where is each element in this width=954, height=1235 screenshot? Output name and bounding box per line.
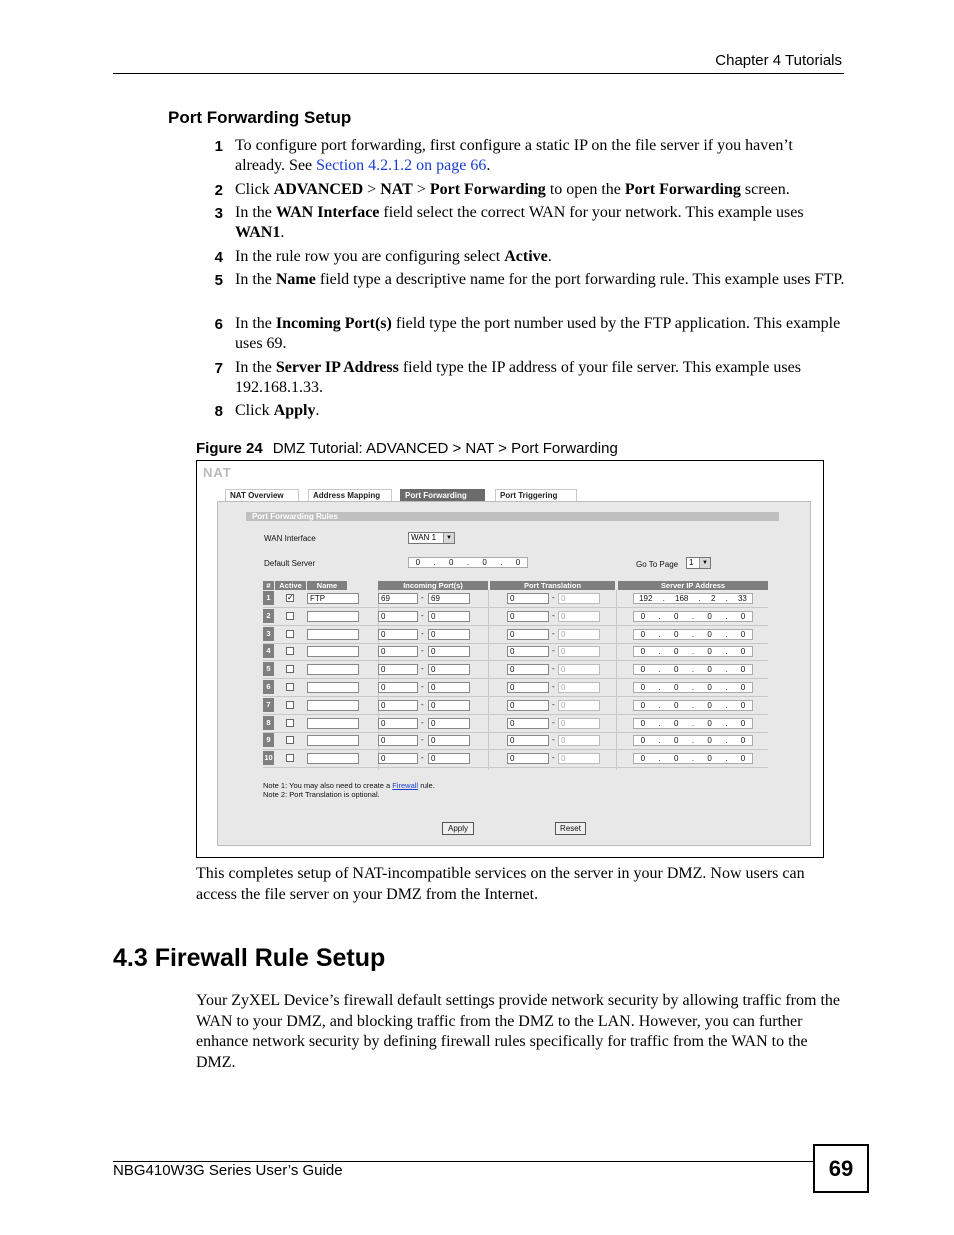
row-number: 5: [263, 662, 274, 676]
range-separator: -: [552, 646, 555, 656]
translation-port-end-input[interactable]: 0: [558, 753, 600, 764]
row-number: 6: [263, 680, 274, 694]
name-input[interactable]: [307, 646, 359, 657]
incoming-port-end-input[interactable]: 0: [428, 664, 470, 675]
range-separator: -: [552, 593, 555, 602]
incoming-port-start-input[interactable]: 69: [378, 593, 418, 604]
ip-octet: 0: [640, 629, 646, 639]
column-divider: [616, 590, 617, 770]
default-server-label: Default Server: [264, 559, 316, 568]
tab-port-forwarding[interactable]: Port Forwarding: [400, 489, 485, 501]
active-checkbox[interactable]: [286, 612, 294, 620]
range-separator: -: [421, 682, 424, 691]
name-input[interactable]: [307, 682, 359, 693]
range-separator: -: [421, 735, 424, 745]
incoming-port-end-input[interactable]: 0: [428, 629, 470, 640]
incoming-port-start-input[interactable]: 0: [378, 646, 418, 657]
note-1-text: Note 1: You may also need to create a: [263, 781, 393, 790]
ip-octet: 2: [710, 594, 716, 603]
name-input[interactable]: [307, 611, 359, 622]
ip-octet: 0: [674, 611, 679, 621]
translation-port-start-input[interactable]: 0: [507, 753, 549, 764]
incoming-port-end-input[interactable]: 0: [428, 718, 470, 729]
range-separator: -: [421, 753, 424, 763]
apply-button[interactable]: Apply: [442, 822, 474, 835]
translation-port-start-input[interactable]: 0: [507, 593, 549, 604]
active-checkbox[interactable]: ✓: [287, 593, 294, 602]
translation-port-end-input[interactable]: 0: [558, 700, 600, 711]
column-header: Server IP Address: [618, 581, 768, 590]
row-number: 4: [263, 644, 274, 658]
active-checkbox[interactable]: [286, 701, 294, 709]
ip-octet: 0: [707, 736, 712, 746]
active-checkbox[interactable]: [286, 683, 294, 691]
ip-octet: 0: [640, 754, 646, 764]
row-number: 8: [263, 716, 274, 730]
server-ip-input[interactable]: 0 . 0 . 0 . 0: [633, 718, 753, 729]
incoming-port-start-input[interactable]: 0: [378, 700, 418, 711]
server-ip-input[interactable]: 0 . 0 . 0 . 0: [633, 629, 753, 640]
row-divider: [263, 678, 768, 679]
incoming-port-start-input[interactable]: 0: [378, 735, 418, 746]
ip-octet: 0: [707, 683, 712, 692]
range-separator: -: [552, 628, 555, 638]
ip-octet: 0: [640, 736, 646, 746]
row-divider: [263, 660, 768, 661]
header-rule: [113, 73, 844, 74]
row-divider: [263, 625, 768, 626]
row-divider: [263, 643, 768, 644]
name-input[interactable]: [307, 629, 359, 640]
figure-label: Figure 24: [196, 440, 263, 457]
translation-port-start-input[interactable]: 0: [507, 611, 549, 622]
server-ip-input[interactable]: 0 . 0 . 0 . 0: [633, 700, 753, 711]
active-checkbox[interactable]: [286, 665, 294, 673]
chevron-down-icon: ▼: [699, 558, 710, 568]
incoming-port-end-input[interactable]: 0: [428, 753, 470, 764]
ip-octet: 0: [674, 718, 679, 728]
active-checkbox[interactable]: [286, 647, 294, 655]
step-text: In the Incoming Port(s) field type the port number used by the FTP application. This example uses 69.: [235, 315, 841, 352]
chapter-header: Chapter 4 Tutorials: [715, 52, 842, 69]
tab-port-triggering[interactable]: Port Triggering: [495, 489, 577, 501]
rules-section-bar: Port Forwarding Rules: [246, 512, 779, 521]
row-number: 3: [263, 627, 274, 641]
ip-octet: 0: [415, 558, 421, 567]
name-input[interactable]: [307, 664, 359, 675]
range-separator: -: [421, 593, 424, 602]
ip-octet: 0: [740, 683, 746, 692]
firewall-paragraph: Your ZyXEL Device’s firewall default settings provide network security by allowing traffic from the WAN to your DMZ, and blocking traffic from the DMZ to the LAN. However, you can further enhance network security by defining firewall rules specifically for traffic from the WAN to the DMZ.: [196, 992, 840, 1071]
ip-octet: 0: [640, 647, 646, 657]
ip-octet: 33: [737, 594, 747, 603]
ip-octet: 0: [674, 700, 679, 710]
server-ip-input[interactable]: 0 . 0 . 0 . 0: [633, 682, 753, 693]
server-ip-input[interactable]: 0 . 0 . 0 . 0: [633, 664, 753, 675]
ip-octet: 0: [674, 736, 679, 746]
step-text: In the Name field type a descriptive name for the port forwarding rule. This example uses FTP.: [235, 271, 845, 288]
incoming-port-start-input[interactable]: 0: [378, 682, 418, 693]
range-separator: -: [421, 610, 424, 620]
range-separator: -: [552, 735, 555, 745]
ip-octet: 0: [707, 647, 712, 657]
ip-octet: 168: [675, 594, 689, 603]
row-number: 1: [263, 591, 274, 605]
ip-octet: 0: [707, 629, 712, 639]
ip-octet: 192: [639, 594, 653, 603]
range-separator: -: [552, 664, 555, 674]
ip-octet: 0: [640, 665, 646, 675]
incoming-port-end-input[interactable]: 69: [428, 593, 470, 604]
server-ip-input[interactable]: 0 . 0 . 0 . 0: [633, 646, 753, 657]
step-text: In the Server IP Address field type the IP address of your file server. This example uses 192.168.1.33.: [235, 359, 801, 396]
incoming-port-end-input[interactable]: 0: [428, 700, 470, 711]
incoming-port-end-input[interactable]: 0: [428, 611, 470, 622]
active-checkbox[interactable]: [286, 736, 294, 744]
ip-octet: 0: [707, 611, 712, 621]
row-number: 2: [263, 609, 274, 623]
row-divider: [263, 749, 768, 750]
range-separator: -: [552, 753, 555, 763]
translation-port-start-input[interactable]: 0: [507, 735, 549, 746]
ip-octet: 0: [740, 665, 746, 675]
go-to-page-value: 1: [689, 558, 694, 567]
reset-button[interactable]: Reset: [555, 822, 586, 835]
nat-title: NAT: [203, 465, 232, 480]
completion-paragraph: This completes setup of NAT-incompatible services on the server in your DMZ. Now users can access the file server on your DMZ from the Internet.: [196, 865, 805, 903]
step-number: 8: [214, 403, 223, 420]
name-input[interactable]: [307, 753, 359, 764]
chevron-down-icon: ▼: [443, 533, 454, 543]
name-input[interactable]: [307, 735, 359, 746]
name-input[interactable]: [307, 700, 359, 711]
translation-port-start-input[interactable]: 0: [507, 682, 549, 693]
figure-caption: [196, 440, 618, 457]
section-heading: Port Forwarding Setup: [168, 108, 352, 127]
note-2: Note 2: Port Translation is optional.: [263, 790, 380, 799]
range-separator: -: [421, 646, 424, 656]
range-separator: -: [552, 682, 555, 691]
ip-octet: 0: [674, 754, 679, 764]
active-checkbox[interactable]: [286, 719, 294, 727]
default-server-input[interactable]: 0 . 0 . 0 . 0: [408, 557, 528, 568]
incoming-port-end-input[interactable]: 0: [428, 646, 470, 657]
ip-octet: 0: [707, 700, 712, 710]
row-divider: [263, 714, 768, 715]
wan-interface-label: WAN Interface: [264, 534, 316, 543]
ip-octet: 0: [640, 700, 646, 710]
ip-octet: 0: [640, 611, 646, 621]
step-number: 6: [214, 316, 223, 333]
column-divider: [488, 590, 489, 770]
column-header: Active: [275, 581, 306, 590]
translation-port-end-input[interactable]: 0: [558, 611, 600, 622]
step-text: To configure port forwarding, first configure a static IP on the file server if you haven’t already. See Section 4.2.1.2 on page 66.: [235, 137, 793, 174]
section-link: Section 4.2.1.2 on page 66: [316, 157, 487, 174]
active-checkbox[interactable]: [286, 754, 294, 762]
step-text: Click ADVANCED > NAT > Port Forwarding to open the Port Forwarding screen.: [235, 181, 790, 198]
row-divider: [263, 696, 768, 697]
ip-octet: 0: [740, 700, 746, 710]
footer-guide-title: NBG410W3G Series User’s Guide: [113, 1162, 343, 1179]
incoming-port-start-input[interactable]: 0: [378, 718, 418, 729]
ip-octet: 0: [482, 558, 487, 567]
ip-octet: 0: [674, 683, 679, 692]
ip-octet: 0: [740, 629, 746, 639]
step-number: 2: [214, 182, 223, 199]
tab-address-mapping[interactable]: Address Mapping: [308, 489, 392, 501]
range-separator: -: [421, 699, 424, 709]
ip-octet: 0: [707, 718, 712, 728]
port-forwarding-panel: [217, 501, 811, 846]
server-ip-input[interactable]: 0 . 0 . 0 . 0: [633, 753, 753, 764]
translation-port-end-input[interactable]: 0: [558, 629, 600, 640]
incoming-port-start-input[interactable]: 0: [378, 629, 418, 640]
ip-octet: 0: [707, 754, 712, 764]
ip-octet: 0: [449, 558, 454, 567]
ip-octet: 0: [640, 683, 646, 692]
section-4-3-heading: 4.3 Firewall Rule Setup: [113, 944, 386, 972]
incoming-port-end-input[interactable]: 0: [428, 735, 470, 746]
note-1-suffix: rule.: [418, 781, 435, 790]
name-input[interactable]: [307, 718, 359, 729]
incoming-port-end-input[interactable]: 0: [428, 682, 470, 693]
tab-nat-overview[interactable]: NAT Overview: [225, 489, 299, 501]
translation-port-start-input[interactable]: 0: [507, 718, 549, 729]
ip-octet: 0: [674, 647, 679, 657]
translation-port-end-input[interactable]: 0: [558, 735, 600, 746]
figure-screenshot: [196, 460, 824, 858]
step-text: In the WAN Interface field select the correct WAN for your network. This example uses WAN1.: [235, 204, 804, 241]
figure-caption-text: DMZ Tutorial: ADVANCED > NAT > Port Forwarding: [272, 440, 618, 457]
note-1: [263, 781, 435, 790]
step-number: 3: [214, 205, 223, 222]
step-text: Click Apply.: [235, 402, 320, 419]
ip-octet: 0: [674, 665, 679, 675]
ip-octet: 0: [515, 558, 521, 567]
wan-interface-select[interactable]: [408, 532, 455, 544]
step-number: 7: [214, 360, 223, 377]
step-number: 5: [214, 272, 223, 289]
row-divider: [263, 732, 768, 733]
go-to-page-select[interactable]: [686, 557, 711, 569]
ip-octet: 0: [740, 754, 746, 764]
translation-port-end-input[interactable]: 0: [558, 682, 600, 693]
range-separator: -: [421, 717, 424, 727]
incoming-port-start-input[interactable]: 0: [378, 664, 418, 675]
translation-port-start-input[interactable]: 0: [507, 629, 549, 640]
step-text: In the rule row you are configuring select Active.: [235, 248, 552, 265]
active-checkbox[interactable]: [286, 630, 294, 638]
ip-octet: 0: [707, 665, 712, 675]
range-separator: -: [552, 699, 555, 709]
column-header: #: [263, 581, 274, 590]
translation-port-start-input[interactable]: 0: [507, 646, 549, 657]
ip-octet: 0: [740, 718, 746, 728]
ip-octet: 0: [640, 718, 646, 728]
range-separator: -: [552, 717, 555, 727]
server-ip-input[interactable]: 0 . 0 . 0 . 0: [633, 735, 753, 746]
incoming-port-start-input[interactable]: 0: [378, 753, 418, 764]
row-divider: [263, 607, 768, 608]
go-to-page-label: Go To Page: [636, 560, 679, 569]
row-divider: [263, 767, 768, 768]
page-number: 69: [813, 1144, 869, 1193]
row-number: 9: [263, 733, 274, 747]
ip-octet: 0: [740, 647, 746, 657]
range-separator: -: [421, 664, 424, 674]
server-ip-input[interactable]: 192 . 168 . 2 . 33: [633, 593, 753, 604]
ip-octet: 0: [674, 629, 679, 639]
column-header: Port Translation: [490, 581, 615, 590]
name-input[interactable]: FTP: [307, 593, 359, 604]
server-ip-input[interactable]: 0 . 0 . 0 . 0: [633, 611, 753, 622]
step-number: 1: [214, 138, 223, 155]
translation-port-end-input[interactable]: 0: [558, 718, 600, 729]
incoming-port-start-input[interactable]: 0: [378, 611, 418, 622]
translation-port-start-input[interactable]: 0: [507, 664, 549, 675]
wan-interface-value: WAN 1: [411, 533, 437, 542]
column-header: Name: [307, 581, 347, 590]
row-number: 10: [263, 751, 274, 765]
row-number: 7: [263, 698, 274, 712]
translation-port-end-input[interactable]: 0: [558, 664, 600, 675]
range-separator: -: [421, 628, 424, 638]
ip-octet: 0: [740, 611, 746, 621]
range-separator: -: [552, 610, 555, 620]
translation-port-end-input[interactable]: 0: [558, 646, 600, 657]
column-header: Incoming Port(s): [378, 581, 488, 590]
ip-octet: 0: [740, 736, 746, 746]
translation-port-start-input[interactable]: 0: [507, 700, 549, 711]
step-number: 4: [214, 249, 223, 266]
translation-port-end-input[interactable]: 0: [558, 593, 600, 604]
firewall-link[interactable]: Firewall: [392, 781, 419, 790]
